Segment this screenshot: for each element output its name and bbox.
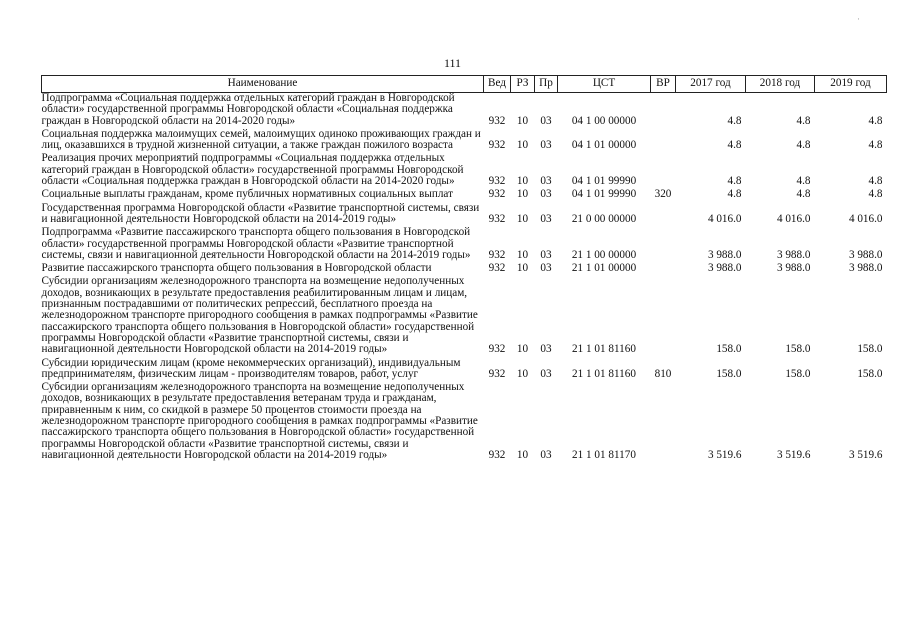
- cell-y2019: 4.8: [868, 188, 883, 201]
- cell-vr: [651, 263, 676, 276]
- cell-y2019: 3 988.0: [848, 248, 883, 261]
- cell-y2017: 4.8: [727, 139, 742, 152]
- cell-name: Государственная программа Новгородской области «Развитие транспортной системы, связи и навигационной деятельности Новгородской области на 2014-2019 годы»: [41, 201, 480, 225]
- cell-vr: 320: [654, 188, 672, 201]
- cell-cst: 21 1 01 81160: [572, 367, 636, 380]
- cell-name: Субсидии юридическим лицам (кроме некоммерческих организаций), индивидуальным предпринимателям, физическим лицам - производителям товаров, работ, услуг: [41, 356, 461, 380]
- cell-y2019: 4 016.0: [848, 212, 883, 225]
- cell-ved: 932: [488, 114, 506, 127]
- cell-vr: [651, 93, 676, 129]
- column-header-2017: 2017 год: [676, 76, 746, 93]
- cell-name: Развитие пассажирского транспорта общего пользования в Новгородской области: [41, 262, 432, 275]
- cell-pr: 03: [540, 212, 552, 225]
- cell-y2019: 158.0: [857, 343, 883, 356]
- cell-rz: 10: [516, 139, 529, 152]
- cell-y2019: 3 519.6: [848, 448, 883, 461]
- cell-rz: 10: [516, 448, 529, 461]
- cell-y2017: 4 016.0: [707, 212, 742, 225]
- cell-rz: 10: [516, 212, 529, 225]
- table-row: [42, 358, 887, 383]
- cell-ved: 932: [488, 212, 506, 225]
- table-header: [42, 76, 887, 93]
- cell-ved: 932: [488, 448, 506, 461]
- table-row: [42, 93, 887, 129]
- cell-cst: 21 1 01 81170: [572, 448, 636, 461]
- cell-y2017: 4.8: [727, 114, 742, 127]
- table-row: [42, 227, 887, 263]
- cell-pr: 03: [540, 448, 552, 461]
- cell-ved: 932: [488, 367, 506, 380]
- budget-table: [41, 75, 887, 463]
- cell-y2019: 158.0: [857, 367, 883, 380]
- cell-y2018: 4 016.0: [776, 212, 811, 225]
- scan-mark: ·: [857, 14, 860, 24]
- cell-y2017: 158.0: [716, 343, 742, 356]
- cell-name: Субсидии организациям железнодорожного транспорта на возмещение недополученных доходов, возникающих в результате предоставления реабилитированным лицам и лицам, признанным пострадавшими от политических репрессий, бесплатного проезда на железнодорожном транспорте пригородного сообщения в рамках подпрограммы «Развитие пассажирского транспорта общего пользования в Новгородской области» государственной программы Новгородской области «Развитие транспортной системы, связи и навигационной деятельности Новгородской области на 2014-2019 годы»: [41, 275, 478, 356]
- cell-vr: [651, 276, 676, 357]
- column-header-name: Наименование: [42, 76, 484, 93]
- cell-rz: 10: [516, 114, 529, 127]
- cell-y2018: 158.0: [785, 343, 811, 356]
- cell-vr: [651, 153, 676, 189]
- cell-rz: 10: [516, 367, 529, 380]
- cell-rz: 10: [516, 343, 529, 356]
- cell-vr: [651, 382, 676, 463]
- cell-vr: 810: [654, 367, 672, 380]
- cell-name: Социальные выплаты гражданам, кроме публичных нормативных социальных выплат: [41, 188, 453, 201]
- cell-name: Социальная поддержка малоимущих семей, малоимущих одиноко проживающих граждан и лиц, оказавшихся в трудной жизненной ситуации, а также граждан пожилого возраста: [41, 127, 481, 152]
- cell-cst: 04 1 01 99990: [571, 175, 637, 188]
- cell-y2018: 4.8: [796, 139, 811, 152]
- cell-pr: 03: [540, 175, 552, 188]
- cell-y2018: 3 988.0: [776, 248, 811, 261]
- cell-cst: 04 1 01 99990: [571, 188, 637, 201]
- cell-pr: 03: [540, 343, 552, 356]
- cell-cst: 21 0 00 00000: [571, 212, 637, 225]
- cell-rz: 10: [516, 262, 529, 275]
- column-header-rz: РЗ: [511, 76, 535, 93]
- cell-y2017: 158.0: [716, 367, 742, 380]
- cell-y2018: 4.8: [796, 175, 811, 188]
- cell-y2018: 3 519.6: [776, 448, 811, 461]
- cell-vr: [651, 129, 676, 154]
- table-body: [42, 93, 887, 464]
- cell-pr: 03: [540, 114, 552, 127]
- cell-pr: 03: [540, 139, 552, 152]
- table-row: [42, 382, 887, 463]
- column-header-2018: 2018 год: [746, 76, 815, 93]
- cell-y2017: 4.8: [727, 188, 742, 201]
- cell-cst: 04 1 01 00000: [571, 139, 637, 152]
- cell-ved: 932: [488, 175, 506, 188]
- cell-cst: 21 1 01 00000: [571, 262, 637, 275]
- cell-cst: 21 1 00 00000: [571, 248, 637, 261]
- cell-ved: 932: [488, 343, 506, 356]
- cell-y2017: 3 519.6: [707, 448, 742, 461]
- cell-name: Субсидии организациям железнодорожного транспорта на возмещение недополученных доходов, возникающих в результате предоставления ветеранам труда и гражданам, приравненным к ним, со скидкой в размере 50 процентов стоимости проезда на железнодорожном транспорте пригородного сообщения в рамках подпрограммы «Развитие пассажирского транспорта общего пользования в Новгородской области» государственной программы Новгородской области «Развитие транспортной системы, связи и навигационной деятельности Новгородской области на 2014-2019 годы»: [41, 381, 478, 461]
- cell-pr: 03: [540, 248, 552, 261]
- cell-rz: 10: [516, 188, 529, 201]
- cell-y2018: 158.0: [785, 367, 811, 380]
- cell-cst: 21 1 01 81160: [572, 343, 636, 356]
- cell-ved: 932: [488, 139, 506, 152]
- cell-pr: 03: [540, 367, 552, 380]
- cell-pr: 03: [540, 262, 552, 275]
- cell-ved: 932: [488, 248, 506, 261]
- cell-y2017: 3 988.0: [707, 262, 742, 275]
- cell-y2017: 3 988.0: [707, 248, 742, 261]
- cell-ved: 932: [488, 262, 506, 275]
- cell-pr: 03: [540, 188, 552, 201]
- cell-y2018: 3 988.0: [776, 262, 811, 275]
- cell-ved: 932: [488, 188, 506, 201]
- cell-name: Подпрограмма «Социальная поддержка отдельных категорий граждан в Новгородской области» государственной программы Новгородской области «Социальная поддержка граждан в Новгородской области на 2014-2020 годы»: [41, 92, 455, 127]
- cell-y2019: 3 988.0: [848, 262, 883, 275]
- cell-y2019: 4.8: [868, 139, 883, 152]
- column-header-ved: Вед: [484, 76, 511, 93]
- table-row: [42, 153, 887, 189]
- cell-rz: 10: [516, 248, 529, 261]
- table-row: [42, 263, 887, 276]
- table-row: [42, 276, 887, 357]
- cell-y2017: 4.8: [727, 175, 742, 188]
- cell-y2018: 4.8: [796, 188, 811, 201]
- cell-vr: [651, 227, 676, 263]
- cell-rz: 10: [516, 175, 529, 188]
- cell-name: Подпрограмма «Развитие пассажирского транспорта общего пользования в Новгородской области» государственной программы Новгородской области «Развитие транспортной системы, связи и навигационной деятельности Новгородской области на 2014-2019 годы»: [41, 226, 471, 261]
- cell-y2018: 4.8: [796, 114, 811, 127]
- cell-name: Реализация прочих мероприятий подпрограммы «Социальная поддержка отдельных категорий граждан в Новгородской области» государственной программы Новгородской области «Социальная поддержка граждан в Новгородской области на 2014-2020 годы»: [41, 152, 464, 188]
- table-row: [42, 203, 887, 228]
- table-row: [42, 189, 887, 202]
- cell-y2019: 4.8: [868, 114, 883, 127]
- table-row: [42, 129, 887, 154]
- column-header-cst: ЦСТ: [558, 76, 651, 93]
- cell-vr: [651, 203, 676, 228]
- column-header-pr: Пр: [535, 76, 558, 93]
- cell-y2019: 4.8: [868, 175, 883, 188]
- page-number: 111: [443, 56, 462, 70]
- column-header-vr: ВР: [651, 76, 676, 93]
- column-header-2019: 2019 год: [815, 76, 887, 93]
- cell-cst: 04 1 00 00000: [571, 114, 637, 127]
